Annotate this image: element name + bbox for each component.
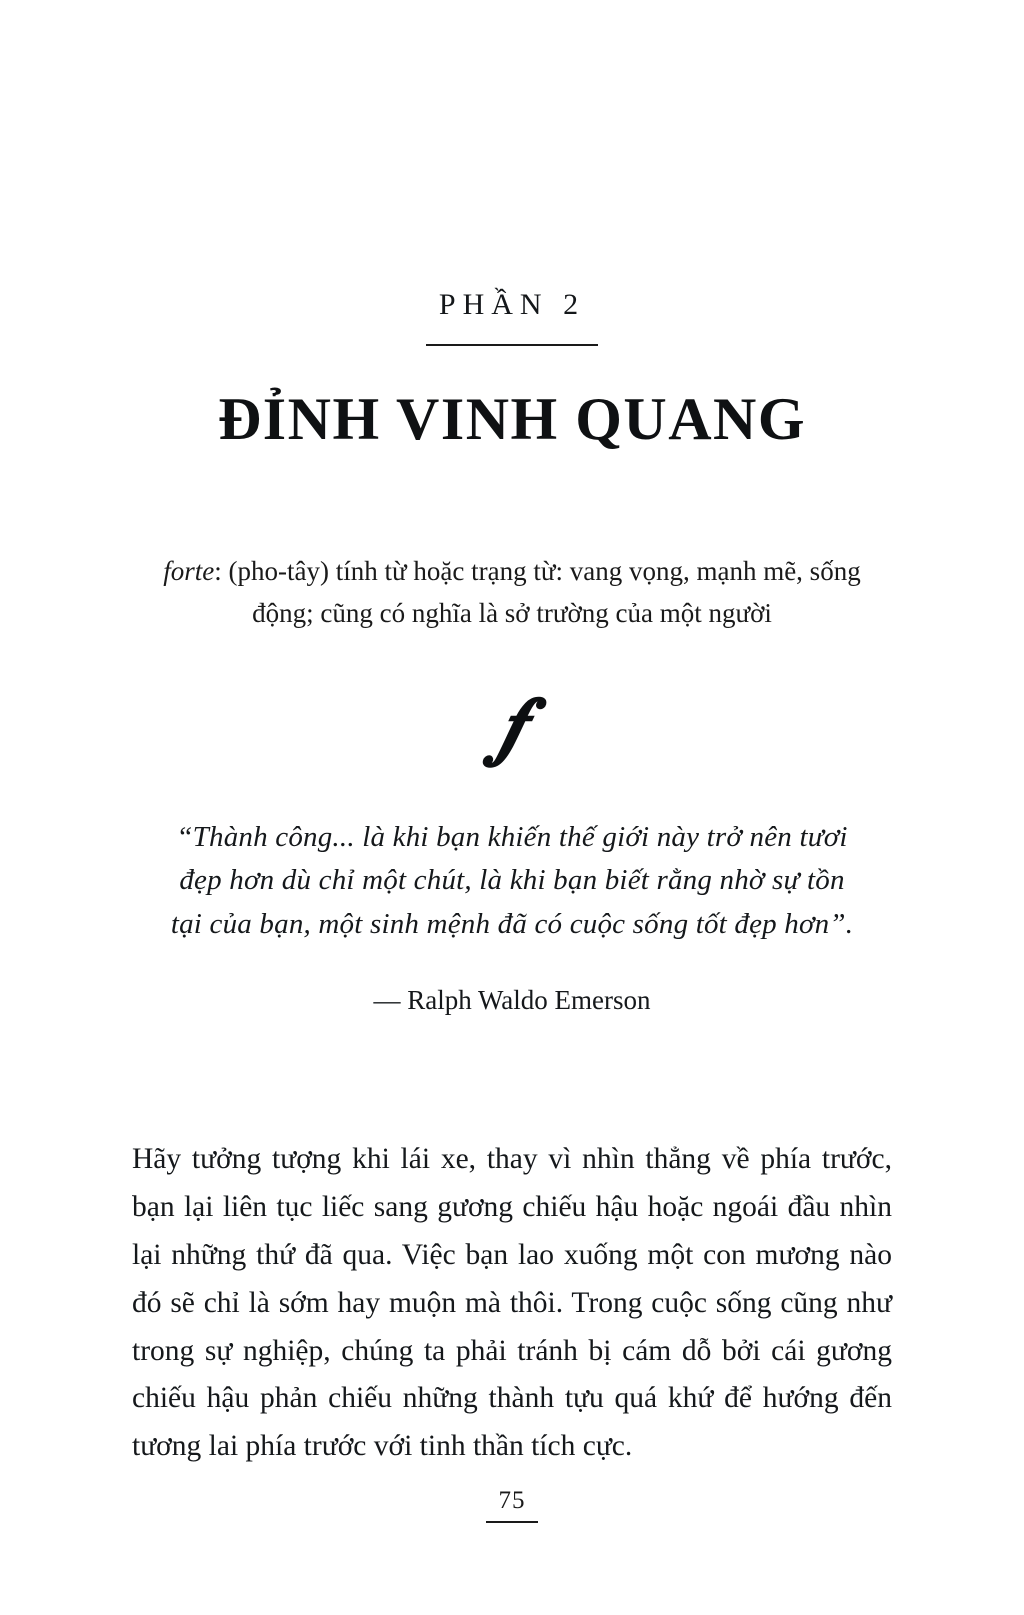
quote-attribution: — Ralph Waldo Emerson <box>373 985 651 1016</box>
part-divider-rule <box>426 344 598 346</box>
page-number: 75 <box>498 1487 526 1514</box>
body-paragraph: Hãy tưởng tượng khi lái xe, thay vì nhìn thẳng về phía trước, bạn lại liên tục liếc sang gương chiếu hậu hoặc ngoái đầu nhìn lại những thứ đã qua. Việc bạn lao xuống một con mương nào đó sẽ chỉ là sớm hay muộn mà thôi. Trong cuộc sống cũng như trong sự nghiệp, chúng ta phải tránh bị cám dỗ bởi cái gương chiếu hậu phản chiếu những thành tựu quá khứ để hướng đến tương lai phía trước với tinh thần tích cực. <box>132 1143 892 1463</box>
definition-text: : (pho-tây) tính từ hoặc trạng từ: vang vọng, mạnh mẽ, sống động; cũng có nghĩa là sở trường của một người <box>214 556 861 629</box>
part-label: PHẦN 2 <box>438 288 586 321</box>
forte-music-symbol-icon: 𝆑 <box>499 683 525 768</box>
definition-term: forte <box>163 556 215 587</box>
page-footer <box>0 1487 1024 1523</box>
chapter-title: ĐỈNH VINH QUANG <box>217 386 807 452</box>
page-number-rule <box>486 1521 538 1523</box>
definition-block <box>162 551 862 635</box>
pull-quote: “Thành công... là khi bạn khiến thế giới này trở nên tươi đẹp hơn dù chỉ một chút, là khi bạn biết rằng nhờ sự tồn tại của bạn, một sinh mệnh đã có cuộc sống tốt đẹp hơn”. <box>170 820 854 940</box>
